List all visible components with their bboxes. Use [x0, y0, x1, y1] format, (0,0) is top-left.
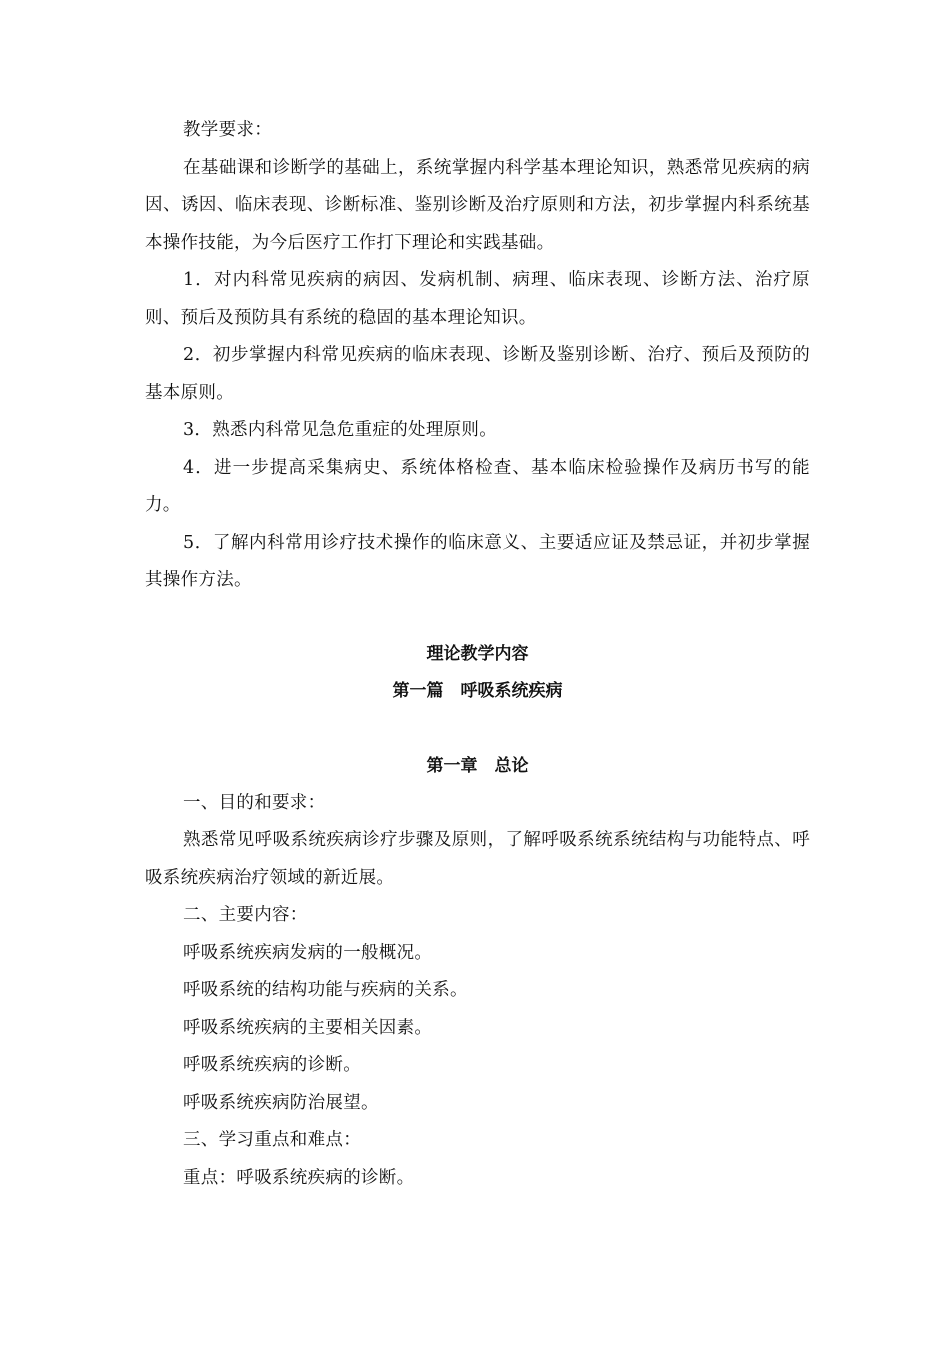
teaching-requirements-intro: 在基础课和诊断学的基础上，系统掌握内科学基本理论知识，熟悉常见疾病的病因、诱因、临床表现、诊断标准、鉴别诊断及治疗原则和方法，初步掌握内科系统基本操作技能，为今后医疗工作打下理论和实践基础。 [145, 157, 810, 253]
theory-title: 理论教学内容 [426, 643, 529, 664]
part-title: 第一篇 呼吸系统疾病 [392, 680, 563, 701]
requirement-item-1: 1．对内科常见疾病的病因、发病机制、病理、临床表现、诊断方法、治疗原则、预后及预防具有系统的稳固的基本理论知识。 [145, 270, 810, 328]
section-spacer [145, 710, 810, 748]
objectives-text: 熟悉常见呼吸系统疾病诊疗步骤及原则，了解呼吸系统系统结构与功能特点、呼吸系统疾病治疗领域的新近展。 [145, 830, 810, 888]
content-item-1: 呼吸系统疾病发病的一般概况。 [183, 942, 433, 963]
content-heading: 二、主要内容： [183, 905, 308, 925]
requirement-item-2: 2．初步掌握内科常见疾病的临床表现、诊断及鉴别诊断、治疗、预后及预防的基本原则。 [145, 345, 810, 403]
requirement-item-4: 4．进一步提高采集病史、系统体格检查、基本临床检验操作及病历书写的能力。 [145, 457, 810, 515]
keypoints-heading: 三、学习重点和难点： [183, 1130, 361, 1150]
requirement-item-5: 5．了解内科常用诊疗技术操作的临床意义、主要适应证及禁忌证，并初步掌握其操作方法。 [145, 532, 810, 590]
content-item-4: 呼吸系统疾病的诊断。 [183, 1055, 361, 1075]
teaching-requirements-heading: 教学要求： [183, 120, 272, 140]
keypoints-text: 重点：呼吸系统疾病的诊断。 [183, 1167, 415, 1188]
content-item-5: 呼吸系统疾病防治展望。 [183, 1092, 379, 1113]
document-page [145, 112, 810, 1197]
section-spacer [145, 600, 810, 636]
content-item-2: 呼吸系统的结构功能与疾病的关系。 [183, 980, 468, 1000]
requirement-item-3: 3．熟悉内科常见急危重症的处理原则。 [183, 420, 498, 440]
chapter-title: 第一章 总论 [426, 755, 529, 776]
objectives-heading: 一、目的和要求： [183, 792, 326, 813]
content-item-3: 呼吸系统疾病的主要相关因素。 [183, 1017, 433, 1038]
